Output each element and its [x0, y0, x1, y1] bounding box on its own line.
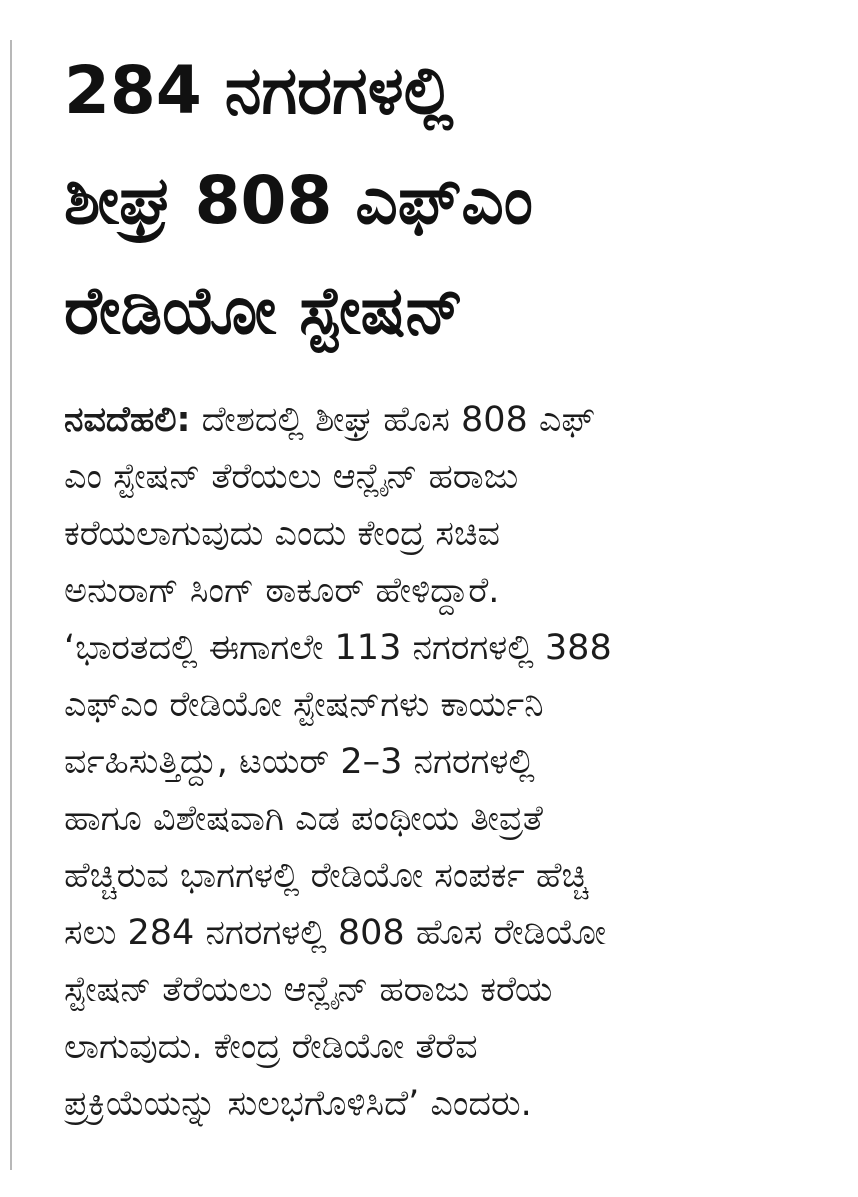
headline-line: ರೇಡಿಯೋ ಸ್ಟೇಷನ್	[64, 272, 464, 349]
body-line: ಎಂ ಸ್ಟೇಷನ್ ತೆರೆಯಲು ಆನ್ಲೈನ್ ಹರಾಜು	[64, 457, 519, 497]
headline-line: 284 ನಗರಗಳಲ್ಲಿ	[64, 52, 454, 129]
dateline: ನವದೆಹಲಿ:	[64, 400, 191, 440]
article-headline	[64, 36, 824, 366]
body-line: ರ್ವಹಿಸುತ್ತಿದ್ದು, ಟಯರ್ 2–3 ನಗರಗಳಲ್ಲಿ	[64, 742, 535, 782]
body-line: ಸ್ಟೇಷನ್ ತೆರೆಯಲು ಆನ್ಲೈನ್ ಹರಾಜು ಕರೆಯ	[64, 970, 553, 1010]
body-line: ಹಾಗೂ ವಿಶೇಷವಾಗಿ ಎಡ ಪಂಥೀಯ ತೀವ್ರತೆ	[64, 799, 543, 839]
body-line-text: ದೇಶದಲ್ಲಿ ಶೀಘ್ರ ಹೊಸ 808 ಎಫ್	[190, 400, 596, 440]
body-line: ಲಾಗುವುದು. ಕೇಂದ್ರ ರೇಡಿಯೋ ತೆರೆವ	[64, 1027, 478, 1067]
body-line: ‘ಭಾರತದಲ್ಲಿ ಈಗಾಗಲೇ 113 ನಗರಗಳಲ್ಲಿ 388	[64, 628, 612, 668]
body-line: ಹೆಚ್ಚಿರುವ ಭಾಗಗಳಲ್ಲಿ ರೇಡಿಯೋ ಸಂಪರ್ಕ ಹೆಚ್ಚಿ	[64, 856, 589, 896]
body-line: ಎಫ್‌ಎಂ ರೇಡಿಯೋ ಸ್ಟೇಷನ್‌ಗಳು ಕಾರ್ಯನಿ	[64, 685, 544, 725]
body-line	[64, 392, 794, 449]
body-line: ಅನುರಾಗ್ ಸಿಂಗ್ ಠಾಕೂರ್ ಹೇಳಿದ್ದಾರೆ.	[64, 571, 500, 611]
article-body	[64, 392, 794, 1133]
body-line: ಪ್ರಕ್ರಿಯೆಯನ್ನು ಸುಲಭಗೊಳಿಸಿದೆ’ ಎಂದರು.	[64, 1084, 532, 1124]
column-rule	[10, 40, 12, 1170]
headline-line: ಶೀಘ್ರ 808 ಎಫ್‌ಎಂ	[64, 162, 534, 239]
body-line: ಕರೆಯಲಾಗುವುದು ಎಂದು ಕೇಂದ್ರ ಸಚಿವ	[64, 514, 500, 554]
body-line: ಸಲು 284 ನಗರಗಳಲ್ಲಿ 808 ಹೊಸ ರೇಡಿಯೋ	[64, 913, 607, 953]
